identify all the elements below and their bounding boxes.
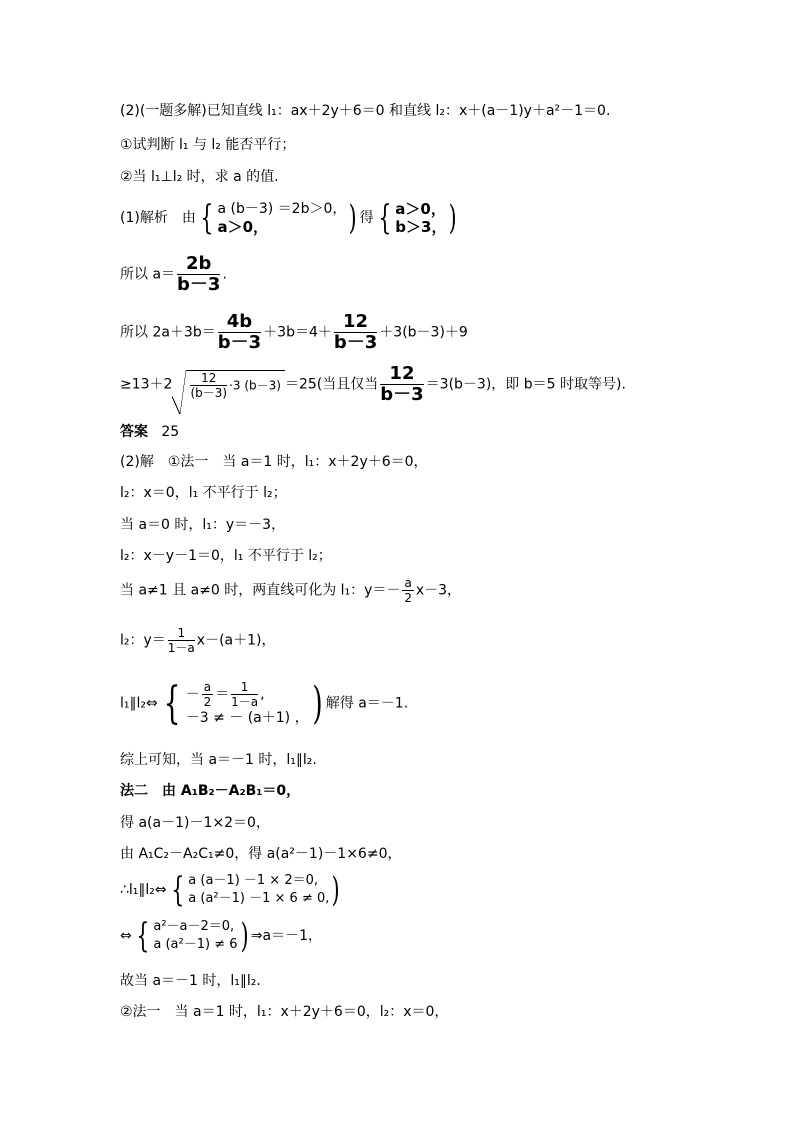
sol1-so-line: 所以 a＝ $\frac{2b}{b-3}$ . — [120, 253, 227, 295]
sys2-row2: b＞3， — [395, 218, 447, 236]
sqrt-expression — [186, 370, 285, 400]
sol1-sum-line — [120, 312, 468, 353]
sys5-row1: a²－a－2＝0, — [153, 919, 235, 934]
m2-system-2 — [153, 918, 237, 954]
answer-label: 答案 — [120, 424, 148, 440]
sol1-ineq-tail: ＝3(b－3)，即 b＝5 时取等号). — [425, 376, 626, 393]
m1-line7-prefix: l₁∥l₂⇔ — [120, 695, 158, 712]
m1-line1: (2)解 ①法一 当 a＝1 时，l₁：x＋2y＋6＝0， — [120, 454, 428, 470]
sys4-row2: a (a²－1) －1 × 6 ≠ 0, — [188, 891, 330, 906]
frac-a-over-2: $\frac{a}{2}$ — [404, 576, 412, 605]
m1-line3: 当 a＝0 时，l₁：y＝－3， — [120, 517, 286, 533]
m1-system — [186, 680, 309, 727]
m1-line4: l₂：x－y－1＝0，l₁ 不平行于 l₂； — [120, 548, 332, 564]
sys1-row2: a＞0， — [217, 218, 269, 236]
sol1-get: 得 — [359, 210, 374, 226]
m2-line2: 得 a(a－1)－1×2＝0， — [120, 815, 270, 831]
sol1-so: 所以 a＝ — [120, 266, 176, 283]
sol1-system-line: (1)解析 由 { a (b－3) ＝2b＞0， a＞0， ) 得 { a＞0， b＞3， ) — [120, 198, 458, 238]
answer-line — [120, 423, 179, 441]
m2-line4-prefix: ∴l₁∥l₂⇔ — [120, 882, 167, 898]
p2-line1: ②法一 当 a＝1 时，l₁：x＋2y＋6＝0，l₂：x＝0， — [120, 1004, 449, 1020]
sys2-row1: a＞0， — [395, 200, 446, 218]
m2-line4: ∴l₁∥l₂⇔ { a (a－1) －1 × 2＝0, a (a²－1) －1 × 6 ≠ 0, ) — [120, 870, 341, 910]
answer-value: 25 — [161, 424, 180, 440]
sol1-system-1 — [217, 200, 346, 236]
q2-part1: ①试判断 l₁ 与 l₂ 能否平行； — [120, 137, 296, 153]
m2-system-1 — [188, 872, 329, 908]
frac-12: $\frac{12}{b-3}$ — [333, 311, 378, 353]
sqrt-tail: ·3 (b－3) — [229, 378, 281, 392]
m2-line1: 法二 由 A₁B₂－A₂B₁＝0， — [120, 783, 301, 799]
sol1-sum-prefix: 所以 2a＋3b＝ — [120, 324, 216, 341]
frac-4b: $\frac{4b}{b-3}$ — [217, 311, 262, 353]
sol1-sum-mid: ＋3b＝4＋ — [263, 324, 332, 341]
m2-line5-prefix: ⇔ — [120, 928, 132, 944]
frac-1-over-1-a: $\frac{1}{1-a}$ — [167, 626, 195, 655]
sys3-row1: － $\frac{a}{2}$ ＝ $\frac{1}{1-a}$ , — [185, 680, 265, 709]
sol1-label: (1)解析 由 — [120, 210, 196, 226]
m1-line6-prefix: l₂：y＝ — [120, 632, 166, 649]
sol1-ineq-line — [120, 364, 626, 405]
m1-line2: l₂：x＝0，l₁ 不平行于 l₂； — [120, 485, 287, 501]
m1-line5-prefix: 当 a≠1 且 a≠0 时，两直线可化为 l₁：y＝－ — [120, 582, 401, 599]
frac-2b: $\frac{2b}{b-3}$ — [177, 253, 221, 295]
q2-title: (2)(一题多解)已知直线 l₁：ax＋2y＋6＝0 和直线 l₂：x＋(a－1)y＋a²－1＝0. — [120, 103, 611, 119]
sys4-row1: a (a－1) －1 × 2＝0, — [188, 873, 319, 888]
m1-line5-suffix: x－3， — [415, 582, 462, 599]
q2-part2: ②当 l₁⊥l₂ 时，求 a 的值. — [120, 169, 279, 185]
sol1-ineq-eq: ＝25(当且仅当 — [284, 376, 379, 393]
m1-line7: l₁∥l₂⇔ { － $\frac{a}{2}$ ＝ $\frac{1}{1-a}$ , －3 ≠ － (a＋1) ， ) 解得 a＝－1. — [120, 677, 409, 729]
sol1-ineq-prefix: ≥13＋2 — [120, 376, 173, 393]
m1-conclusion: 综上可知，当 a＝－1 时，l₁∥l₂. — [120, 752, 317, 768]
m1-line7-suffix: 解得 a＝－1. — [325, 695, 409, 712]
m1-line6-suffix: x－(a＋1)， — [196, 632, 276, 649]
sys5-row2: a (a²－1) ≠ 6 — [153, 937, 238, 952]
sqrt-frac: $\frac{12}{(b-3)}$ — [190, 370, 228, 400]
sol1-sum-end: ＋3(b－3)＋9 — [379, 324, 468, 341]
sys3-row2: －3 ≠ － (a＋1) ， — [185, 710, 309, 726]
sys1-row1: a (b－3) ＝2b＞0， — [217, 201, 347, 217]
m2-conclusion: 故当 a＝－1 时，l₁∥l₂. — [120, 973, 261, 989]
m2-line5-suffix: ⇒a＝－1， — [250, 928, 322, 944]
m1-line5 — [120, 576, 461, 605]
frac-12-b: $\frac{12}{b-3}$ — [380, 363, 424, 405]
m1-line6 — [120, 626, 276, 655]
sol1-system-2 — [395, 200, 446, 236]
m2-line5: ⇔ { a²－a－2＝0, a (a²－1) ≠ 6 ) ⇒a＝－1， — [120, 916, 322, 956]
m2-line3: 由 A₁C₂－A₂C₁≠0，得 a(a²－1)－1×6≠0， — [120, 846, 402, 862]
